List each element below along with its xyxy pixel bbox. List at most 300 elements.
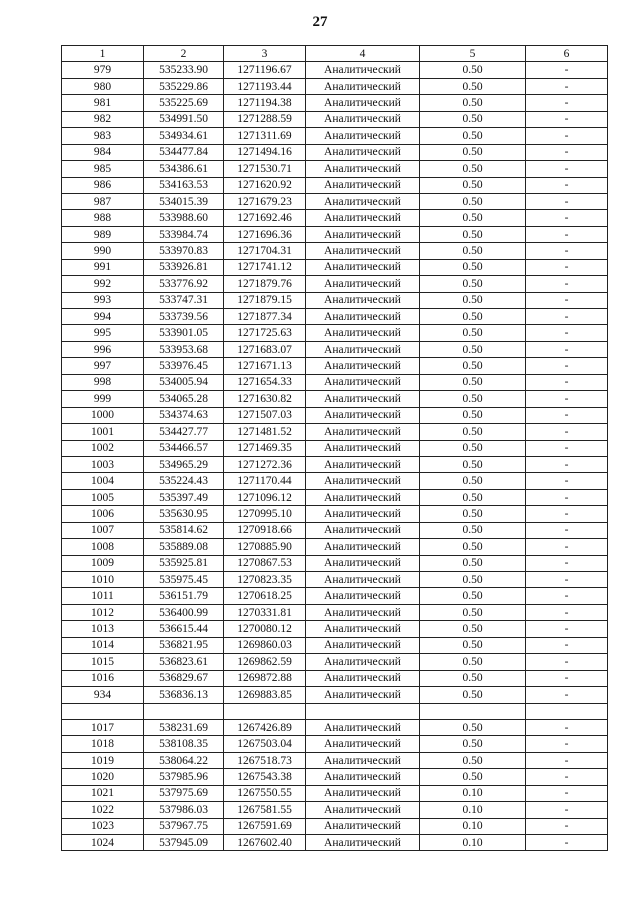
- table-row: [62, 456, 608, 472]
- accuracy-cell: 0.50: [420, 621, 526, 637]
- table-row: [62, 128, 608, 144]
- note-cell: -: [526, 325, 608, 341]
- column-header: 4: [306, 46, 420, 62]
- point-number-cell: 982: [62, 111, 144, 127]
- x-coordinate-cell: 537975.69: [144, 785, 224, 801]
- note-cell: -: [526, 259, 608, 275]
- method-cell: Аналитический: [306, 555, 420, 571]
- y-coordinate-cell: 1267602.40: [224, 835, 306, 851]
- x-coordinate-cell: 533984.74: [144, 226, 224, 242]
- y-coordinate-cell: 1271741.12: [224, 259, 306, 275]
- accuracy-cell: 0.50: [420, 719, 526, 735]
- method-cell: Аналитический: [306, 161, 420, 177]
- point-number-cell: 1009: [62, 555, 144, 571]
- x-coordinate-cell: 534065.28: [144, 391, 224, 407]
- x-coordinate-cell: 537945.09: [144, 835, 224, 851]
- x-coordinate-cell: 535397.49: [144, 489, 224, 505]
- method-cell: Аналитический: [306, 309, 420, 325]
- method-cell: Аналитический: [306, 572, 420, 588]
- method-cell: Аналитический: [306, 374, 420, 390]
- point-number-cell: 998: [62, 374, 144, 390]
- y-coordinate-cell: 1267426.89: [224, 719, 306, 735]
- point-number-cell: 934: [62, 687, 144, 703]
- method-cell: Аналитический: [306, 522, 420, 538]
- point-number-cell: 1010: [62, 572, 144, 588]
- note-cell: -: [526, 835, 608, 851]
- method-cell: Аналитический: [306, 128, 420, 144]
- y-coordinate-cell: 1271170.44: [224, 473, 306, 489]
- table-row: [62, 259, 608, 275]
- note-cell: -: [526, 374, 608, 390]
- y-coordinate-cell: 1271193.44: [224, 78, 306, 94]
- table-row: [62, 243, 608, 259]
- accuracy-cell: 0.50: [420, 243, 526, 259]
- note-cell: -: [526, 572, 608, 588]
- method-cell: Аналитический: [306, 539, 420, 555]
- x-coordinate-cell: 534386.61: [144, 161, 224, 177]
- note-cell: -: [526, 177, 608, 193]
- y-coordinate-cell: 1271272.36: [224, 456, 306, 472]
- y-coordinate-cell: 1270918.66: [224, 522, 306, 538]
- table-row: [62, 818, 608, 834]
- note-cell: -: [526, 752, 608, 768]
- method-cell: Аналитический: [306, 506, 420, 522]
- note-cell: -: [526, 128, 608, 144]
- y-coordinate-cell: 1271879.76: [224, 276, 306, 292]
- point-number-cell: 1016: [62, 670, 144, 686]
- point-number-cell: 994: [62, 309, 144, 325]
- method-cell: Аналитический: [306, 835, 420, 851]
- table-row: [62, 654, 608, 670]
- x-coordinate-cell: 534466.57: [144, 440, 224, 456]
- y-coordinate-cell: 1271469.35: [224, 440, 306, 456]
- method-cell: Аналитический: [306, 259, 420, 275]
- y-coordinate-cell: 1267543.38: [224, 769, 306, 785]
- note-cell: -: [526, 473, 608, 489]
- y-coordinate-cell: 1269860.03: [224, 637, 306, 653]
- method-cell: Аналитический: [306, 670, 420, 686]
- y-coordinate-cell: 1271879.15: [224, 292, 306, 308]
- accuracy-cell: 0.50: [420, 177, 526, 193]
- accuracy-cell: 0.50: [420, 161, 526, 177]
- method-cell: Аналитический: [306, 424, 420, 440]
- y-coordinate-cell: 1270080.12: [224, 621, 306, 637]
- table-row: [62, 736, 608, 752]
- accuracy-cell: 0.50: [420, 358, 526, 374]
- method-cell: Аналитический: [306, 473, 420, 489]
- point-number-cell: 980: [62, 78, 144, 94]
- accuracy-cell: 0.50: [420, 374, 526, 390]
- note-cell: -: [526, 62, 608, 78]
- y-coordinate-cell: 1270331.81: [224, 604, 306, 620]
- accuracy-cell: 0.50: [420, 111, 526, 127]
- method-cell: Аналитический: [306, 818, 420, 834]
- table-row: [62, 193, 608, 209]
- accuracy-cell: 0.50: [420, 572, 526, 588]
- accuracy-cell: 0.10: [420, 835, 526, 851]
- method-cell: Аналитический: [306, 719, 420, 735]
- x-coordinate-cell: 535630.95: [144, 506, 224, 522]
- accuracy-cell: 0.50: [420, 687, 526, 703]
- x-coordinate-cell: 536823.61: [144, 654, 224, 670]
- note-cell: -: [526, 95, 608, 111]
- table-row: [62, 95, 608, 111]
- note-cell: -: [526, 193, 608, 209]
- table-row: [62, 325, 608, 341]
- method-cell: Аналитический: [306, 341, 420, 357]
- accuracy-cell: 0.10: [420, 785, 526, 801]
- accuracy-cell: 0.50: [420, 522, 526, 538]
- note-cell: [526, 703, 608, 719]
- page-number: 27: [312, 14, 328, 30]
- method-cell: Аналитический: [306, 802, 420, 818]
- method-cell: Аналитический: [306, 407, 420, 423]
- note-cell: -: [526, 637, 608, 653]
- accuracy-cell: 0.50: [420, 489, 526, 505]
- x-coordinate-cell: 537986.03: [144, 802, 224, 818]
- x-coordinate-cell: 533926.81: [144, 259, 224, 275]
- table-row: [62, 506, 608, 522]
- table-row: [62, 539, 608, 555]
- y-coordinate-cell: 1267550.55: [224, 785, 306, 801]
- point-number-cell: 1020: [62, 769, 144, 785]
- x-coordinate-cell: 536151.79: [144, 588, 224, 604]
- method-cell: [306, 703, 420, 719]
- table-row: [62, 374, 608, 390]
- y-coordinate-cell: 1270618.25: [224, 588, 306, 604]
- x-coordinate-cell: 537985.96: [144, 769, 224, 785]
- table-row: [62, 785, 608, 801]
- y-coordinate-cell: 1270995.10: [224, 506, 306, 522]
- accuracy-cell: 0.50: [420, 539, 526, 555]
- accuracy-cell: 0.50: [420, 62, 526, 78]
- x-coordinate-cell: 538108.35: [144, 736, 224, 752]
- table-row: [62, 835, 608, 851]
- note-cell: -: [526, 604, 608, 620]
- x-coordinate-cell: [144, 703, 224, 719]
- table-body: [62, 62, 608, 851]
- point-number-cell: 1015: [62, 654, 144, 670]
- x-coordinate-cell: 533953.68: [144, 341, 224, 357]
- y-coordinate-cell: 1271494.16: [224, 144, 306, 160]
- note-cell: -: [526, 769, 608, 785]
- column-header: 5: [420, 46, 526, 62]
- point-number-cell: 979: [62, 62, 144, 78]
- point-number-cell: 1005: [62, 489, 144, 505]
- note-cell: -: [526, 489, 608, 505]
- table-row: [62, 522, 608, 538]
- note-cell: -: [526, 736, 608, 752]
- point-number-cell: 1022: [62, 802, 144, 818]
- note-cell: -: [526, 111, 608, 127]
- y-coordinate-cell: 1271671.13: [224, 358, 306, 374]
- point-number-cell: [62, 703, 144, 719]
- note-cell: -: [526, 818, 608, 834]
- table-row: [62, 407, 608, 423]
- table-row: [62, 391, 608, 407]
- coordinates-table: [61, 45, 608, 851]
- accuracy-cell: 0.50: [420, 226, 526, 242]
- x-coordinate-cell: 533970.83: [144, 243, 224, 259]
- note-cell: -: [526, 391, 608, 407]
- accuracy-cell: 0.50: [420, 424, 526, 440]
- y-coordinate-cell: 1271288.59: [224, 111, 306, 127]
- x-coordinate-cell: 534015.39: [144, 193, 224, 209]
- method-cell: Аналитический: [306, 358, 420, 374]
- point-number-cell: 1013: [62, 621, 144, 637]
- x-coordinate-cell: 535975.45: [144, 572, 224, 588]
- accuracy-cell: 0.50: [420, 555, 526, 571]
- point-number-cell: 1008: [62, 539, 144, 555]
- x-coordinate-cell: 536615.44: [144, 621, 224, 637]
- method-cell: Аналитический: [306, 111, 420, 127]
- method-cell: Аналитический: [306, 226, 420, 242]
- x-coordinate-cell: 533976.45: [144, 358, 224, 374]
- point-number-cell: 999: [62, 391, 144, 407]
- accuracy-cell: 0.50: [420, 128, 526, 144]
- accuracy-cell: 0.50: [420, 144, 526, 160]
- y-coordinate-cell: 1271481.52: [224, 424, 306, 440]
- x-coordinate-cell: 534163.53: [144, 177, 224, 193]
- accuracy-cell: [420, 703, 526, 719]
- table-row: [62, 78, 608, 94]
- accuracy-cell: 0.10: [420, 818, 526, 834]
- method-cell: Аналитический: [306, 95, 420, 111]
- y-coordinate-cell: [224, 703, 306, 719]
- x-coordinate-cell: 534427.77: [144, 424, 224, 440]
- x-coordinate-cell: 533739.56: [144, 309, 224, 325]
- note-cell: -: [526, 407, 608, 423]
- note-cell: -: [526, 440, 608, 456]
- table-row: [62, 210, 608, 226]
- point-number-cell: 992: [62, 276, 144, 292]
- point-number-cell: 1024: [62, 835, 144, 851]
- method-cell: Аналитический: [306, 391, 420, 407]
- x-coordinate-cell: 536821.95: [144, 637, 224, 653]
- table-row: [62, 687, 608, 703]
- point-number-cell: 983: [62, 128, 144, 144]
- x-coordinate-cell: 534477.84: [144, 144, 224, 160]
- note-cell: -: [526, 309, 608, 325]
- method-cell: Аналитический: [306, 144, 420, 160]
- x-coordinate-cell: 533901.05: [144, 325, 224, 341]
- method-cell: Аналитический: [306, 489, 420, 505]
- method-cell: Аналитический: [306, 637, 420, 653]
- y-coordinate-cell: 1271696.36: [224, 226, 306, 242]
- table-row: [62, 473, 608, 489]
- point-number-cell: 988: [62, 210, 144, 226]
- y-coordinate-cell: 1271194.38: [224, 95, 306, 111]
- accuracy-cell: 0.50: [420, 473, 526, 489]
- note-cell: -: [526, 144, 608, 160]
- accuracy-cell: 0.50: [420, 637, 526, 653]
- table-row: [62, 358, 608, 374]
- x-coordinate-cell: 534374.63: [144, 407, 224, 423]
- point-number-cell: 990: [62, 243, 144, 259]
- point-number-cell: 1017: [62, 719, 144, 735]
- y-coordinate-cell: 1271683.07: [224, 341, 306, 357]
- point-number-cell: 1012: [62, 604, 144, 620]
- note-cell: -: [526, 424, 608, 440]
- table-row: [62, 703, 608, 719]
- x-coordinate-cell: 533988.60: [144, 210, 224, 226]
- table-row: [62, 341, 608, 357]
- accuracy-cell: 0.50: [420, 456, 526, 472]
- table-row: [62, 769, 608, 785]
- accuracy-cell: 0.50: [420, 276, 526, 292]
- table-row: [62, 719, 608, 735]
- table-row: [62, 62, 608, 78]
- table-row: [62, 670, 608, 686]
- table-row: [62, 572, 608, 588]
- point-number-cell: 989: [62, 226, 144, 242]
- table-row: [62, 621, 608, 637]
- point-number-cell: 1002: [62, 440, 144, 456]
- note-cell: -: [526, 785, 608, 801]
- method-cell: Аналитический: [306, 292, 420, 308]
- table-row: [62, 604, 608, 620]
- method-cell: Аналитический: [306, 325, 420, 341]
- table-row: [62, 802, 608, 818]
- method-cell: Аналитический: [306, 210, 420, 226]
- accuracy-cell: 0.50: [420, 341, 526, 357]
- point-number-cell: 985: [62, 161, 144, 177]
- method-cell: Аналитический: [306, 456, 420, 472]
- point-number-cell: 981: [62, 95, 144, 111]
- y-coordinate-cell: 1270823.35: [224, 572, 306, 588]
- method-cell: Аналитический: [306, 78, 420, 94]
- point-number-cell: 996: [62, 341, 144, 357]
- note-cell: -: [526, 654, 608, 670]
- x-coordinate-cell: 535889.08: [144, 539, 224, 555]
- point-number-cell: 1003: [62, 456, 144, 472]
- method-cell: Аналитический: [306, 752, 420, 768]
- point-number-cell: 1023: [62, 818, 144, 834]
- table-row: [62, 489, 608, 505]
- note-cell: -: [526, 78, 608, 94]
- accuracy-cell: 0.50: [420, 78, 526, 94]
- x-coordinate-cell: 535224.43: [144, 473, 224, 489]
- accuracy-cell: 0.50: [420, 292, 526, 308]
- y-coordinate-cell: 1271692.46: [224, 210, 306, 226]
- x-coordinate-cell: 536836.13: [144, 687, 224, 703]
- method-cell: Аналитический: [306, 588, 420, 604]
- note-cell: -: [526, 719, 608, 735]
- y-coordinate-cell: 1271877.34: [224, 309, 306, 325]
- accuracy-cell: 0.50: [420, 736, 526, 752]
- y-coordinate-cell: 1271196.67: [224, 62, 306, 78]
- table-header-row: [62, 46, 608, 62]
- method-cell: Аналитический: [306, 785, 420, 801]
- x-coordinate-cell: 534934.61: [144, 128, 224, 144]
- y-coordinate-cell: 1270867.53: [224, 555, 306, 571]
- y-coordinate-cell: 1271507.03: [224, 407, 306, 423]
- point-number-cell: 1018: [62, 736, 144, 752]
- accuracy-cell: 0.50: [420, 604, 526, 620]
- method-cell: Аналитический: [306, 769, 420, 785]
- point-number-cell: 1014: [62, 637, 144, 653]
- table-row: [62, 752, 608, 768]
- note-cell: -: [526, 341, 608, 357]
- method-cell: Аналитический: [306, 177, 420, 193]
- note-cell: -: [526, 276, 608, 292]
- point-number-cell: 1001: [62, 424, 144, 440]
- method-cell: Аналитический: [306, 621, 420, 637]
- method-cell: Аналитический: [306, 440, 420, 456]
- x-coordinate-cell: 533776.92: [144, 276, 224, 292]
- point-number-cell: 997: [62, 358, 144, 374]
- note-cell: -: [526, 456, 608, 472]
- column-header: 2: [144, 46, 224, 62]
- table-row: [62, 177, 608, 193]
- table-row: [62, 637, 608, 653]
- point-number-cell: 1011: [62, 588, 144, 604]
- point-number-cell: 995: [62, 325, 144, 341]
- x-coordinate-cell: 535233.90: [144, 62, 224, 78]
- point-number-cell: 986: [62, 177, 144, 193]
- point-number-cell: 1006: [62, 506, 144, 522]
- method-cell: Аналитический: [306, 736, 420, 752]
- y-coordinate-cell: 1267503.04: [224, 736, 306, 752]
- method-cell: Аналитический: [306, 62, 420, 78]
- method-cell: Аналитический: [306, 687, 420, 703]
- x-coordinate-cell: 535229.86: [144, 78, 224, 94]
- point-number-cell: 1021: [62, 785, 144, 801]
- column-header: 6: [526, 46, 608, 62]
- table-row: [62, 440, 608, 456]
- method-cell: Аналитический: [306, 604, 420, 620]
- note-cell: -: [526, 802, 608, 818]
- x-coordinate-cell: 536400.99: [144, 604, 224, 620]
- y-coordinate-cell: 1267591.69: [224, 818, 306, 834]
- table-row: [62, 161, 608, 177]
- y-coordinate-cell: 1269872.88: [224, 670, 306, 686]
- accuracy-cell: 0.50: [420, 193, 526, 209]
- accuracy-cell: 0.50: [420, 391, 526, 407]
- accuracy-cell: 0.50: [420, 259, 526, 275]
- point-number-cell: 1004: [62, 473, 144, 489]
- method-cell: Аналитический: [306, 654, 420, 670]
- point-number-cell: 1007: [62, 522, 144, 538]
- accuracy-cell: 0.50: [420, 654, 526, 670]
- y-coordinate-cell: 1271704.31: [224, 243, 306, 259]
- y-coordinate-cell: 1267581.55: [224, 802, 306, 818]
- accuracy-cell: 0.50: [420, 309, 526, 325]
- y-coordinate-cell: 1271630.82: [224, 391, 306, 407]
- accuracy-cell: 0.10: [420, 802, 526, 818]
- y-coordinate-cell: 1271679.23: [224, 193, 306, 209]
- y-coordinate-cell: 1269883.85: [224, 687, 306, 703]
- table-row: [62, 588, 608, 604]
- accuracy-cell: 0.50: [420, 325, 526, 341]
- note-cell: -: [526, 506, 608, 522]
- x-coordinate-cell: 537967.75: [144, 818, 224, 834]
- note-cell: -: [526, 539, 608, 555]
- x-coordinate-cell: 535814.62: [144, 522, 224, 538]
- x-coordinate-cell: 534965.29: [144, 456, 224, 472]
- y-coordinate-cell: 1271530.71: [224, 161, 306, 177]
- point-number-cell: 987: [62, 193, 144, 209]
- x-coordinate-cell: 534005.94: [144, 374, 224, 390]
- note-cell: -: [526, 670, 608, 686]
- method-cell: Аналитический: [306, 243, 420, 259]
- accuracy-cell: 0.50: [420, 769, 526, 785]
- point-number-cell: 1000: [62, 407, 144, 423]
- point-number-cell: 993: [62, 292, 144, 308]
- y-coordinate-cell: 1271311.69: [224, 128, 306, 144]
- accuracy-cell: 0.50: [420, 407, 526, 423]
- method-cell: Аналитический: [306, 193, 420, 209]
